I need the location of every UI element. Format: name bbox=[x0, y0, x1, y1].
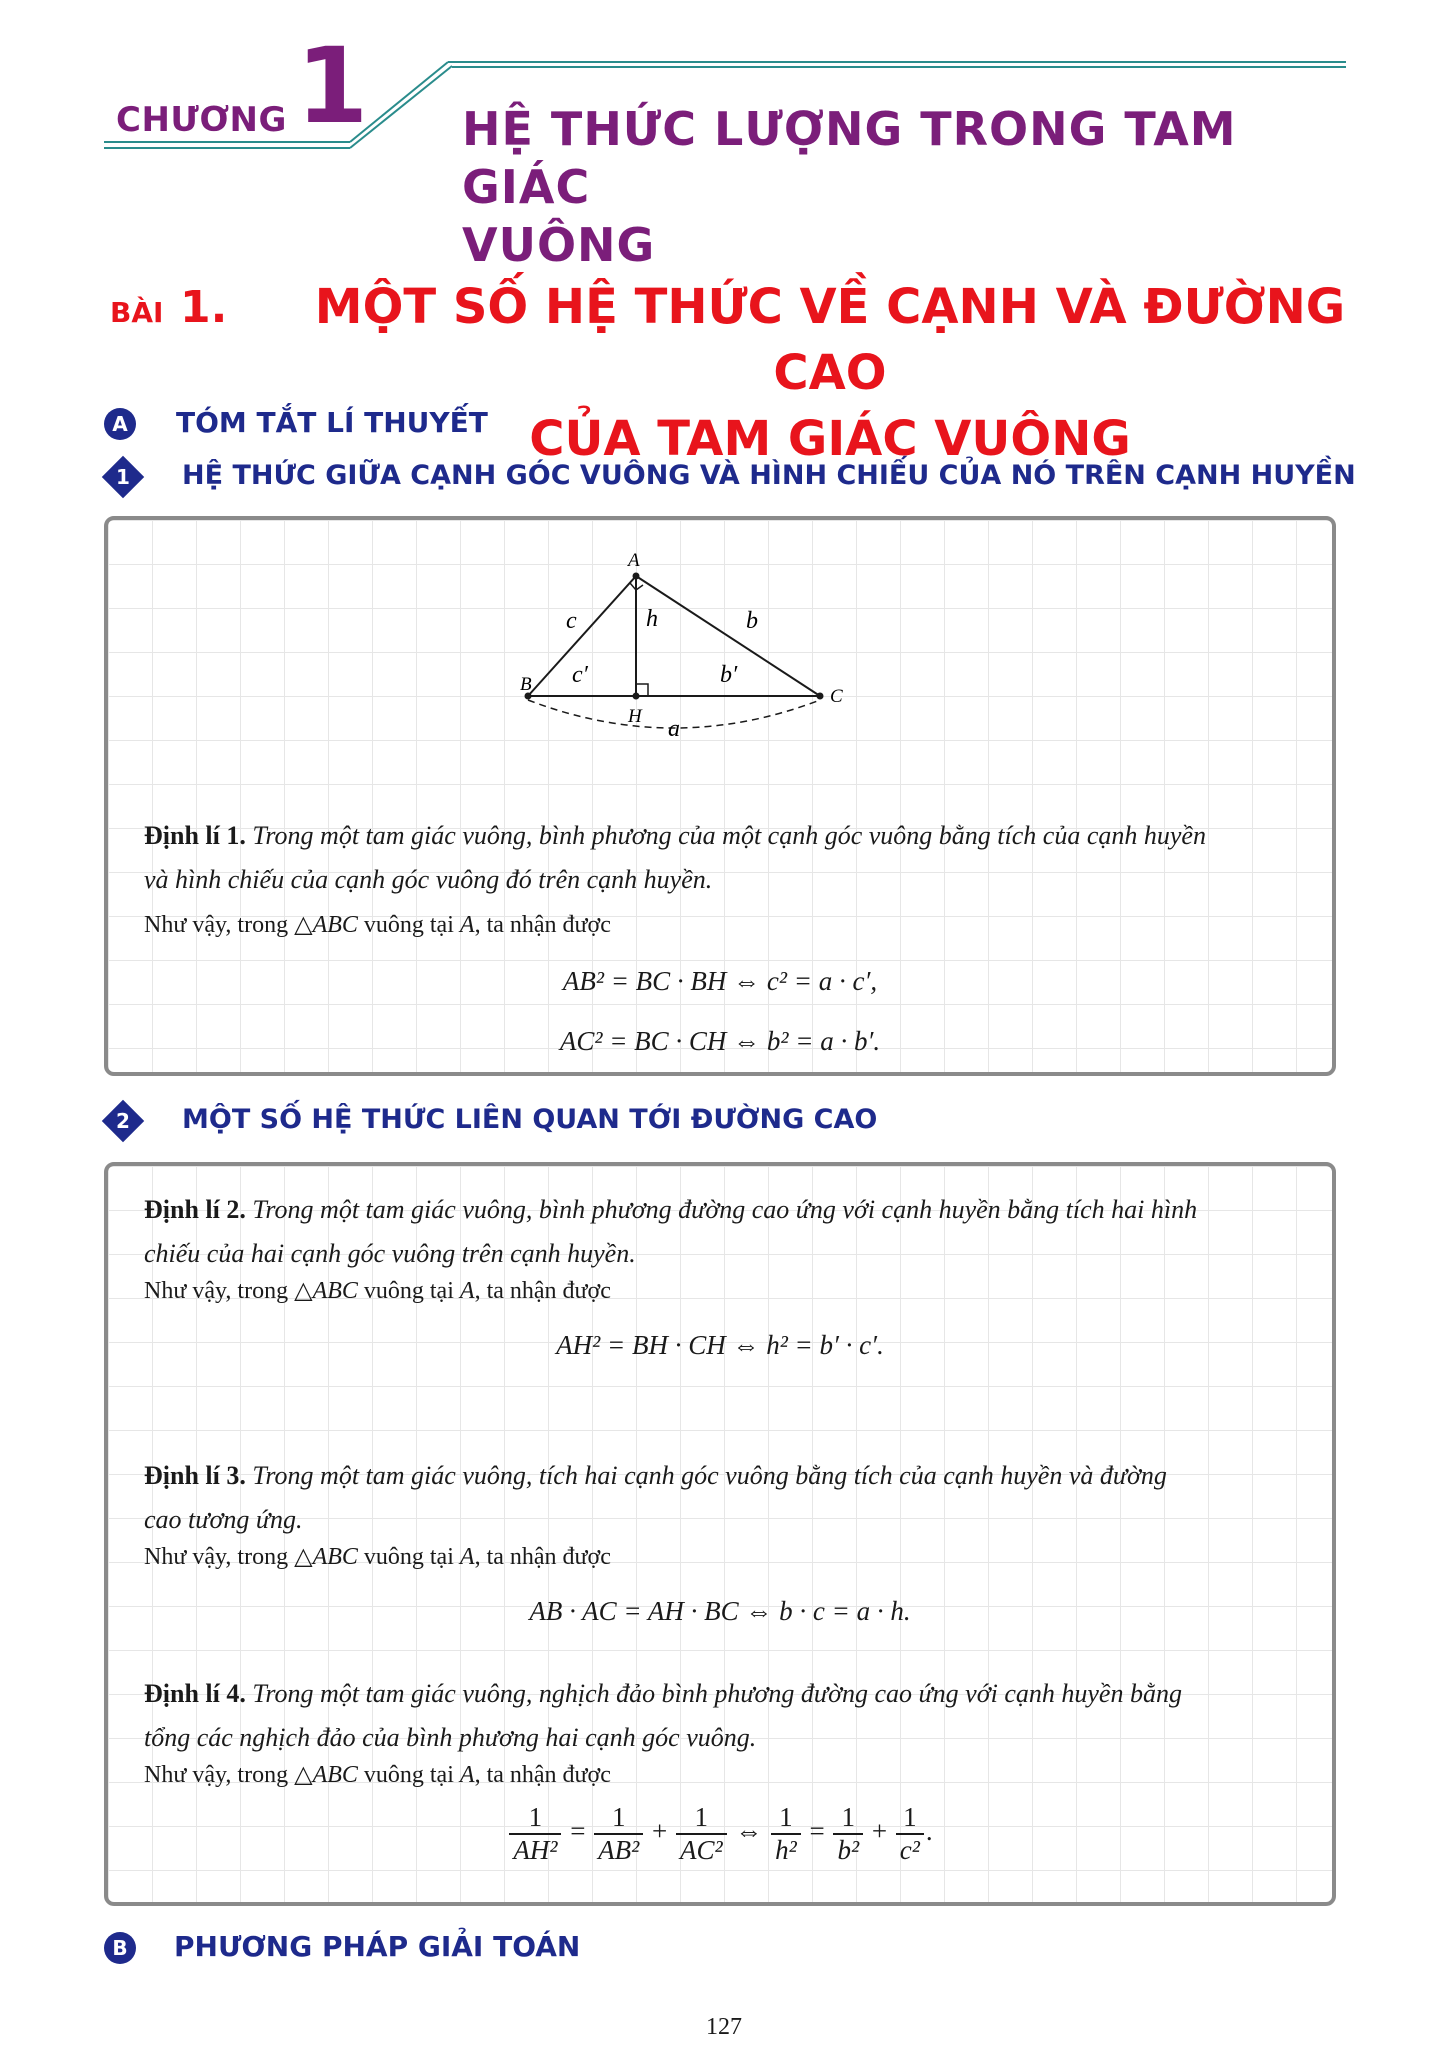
lesson-title-line2: CỦA TAM GIÁC VUÔNG bbox=[529, 411, 1131, 467]
intro-vertex: A bbox=[459, 1278, 475, 1304]
theorem-3-label: Định lí 3. bbox=[144, 1461, 246, 1490]
chapter-title-line1: HỆ THỨC LƯỢNG TRONG TAM GIÁC bbox=[462, 102, 1237, 214]
theorem-1-text-line2: và hình chiếu của cạnh góc vuông đó trên cạnh huyền. bbox=[144, 865, 713, 894]
formula-theorem-3: AB · AC = AH · BC ⇔ b · c = a · h. bbox=[529, 1596, 911, 1626]
theorem-1-text-line1: Trong một tam giác vuông, bình phương của một cạnh góc vuông bằng tích của cạnh huyền bbox=[252, 821, 1206, 850]
theorem-1 bbox=[144, 814, 1304, 902]
period: . bbox=[925, 1816, 933, 1847]
formula-2: AC² = BC · CH ⇔ b² = a · b′. bbox=[559, 1026, 881, 1056]
section-a-badge: A bbox=[104, 408, 136, 440]
chapter-number: 1 bbox=[296, 25, 369, 147]
lesson-title-line1: MỘT SỐ HỆ THỨC VỀ CẠNH VÀ ĐƯỜNG CAO bbox=[314, 279, 1346, 401]
formula-theorem-2: AH² = BH · CH ⇔ h² = b′ · c′. bbox=[556, 1330, 884, 1360]
equals-sign: = bbox=[570, 1816, 586, 1847]
plus-sign-2: + bbox=[871, 1816, 888, 1847]
theorem-3-line1: Trong một tam giác vuông, tích hai cạnh góc vuông bằng tích của cạnh huyền và đường bbox=[252, 1461, 1167, 1490]
label-b: b bbox=[746, 608, 758, 634]
frac-1-AC2: $\frac{1}{\text{AC²}}$ bbox=[676, 1802, 727, 1866]
sub1-number: 1 bbox=[116, 465, 130, 489]
intro-text-post: , ta nhận được bbox=[474, 912, 611, 938]
intro-text-mid: vuông tại bbox=[357, 1762, 460, 1788]
intro-triangle: ABC bbox=[312, 912, 358, 938]
intro-vertex: A bbox=[459, 1544, 475, 1570]
chapter-title bbox=[462, 100, 1362, 274]
chapter-label: CHƯƠNG bbox=[116, 100, 287, 140]
section-b-badge: B bbox=[104, 1932, 136, 1964]
page-number: 127 bbox=[706, 2014, 742, 2040]
iff-sign: ⇔ bbox=[735, 1816, 763, 1847]
theorem-2-label: Định lí 2. bbox=[144, 1195, 246, 1224]
label-B: B bbox=[520, 674, 532, 695]
intro-triangle: ABC bbox=[312, 1544, 358, 1570]
theorem-3-intro bbox=[144, 1542, 611, 1571]
frac-1-AH2: $\frac{1}{\text{AH²}}$ bbox=[509, 1802, 561, 1866]
equals-sign-2: = bbox=[809, 1816, 825, 1847]
lesson-label: BÀI bbox=[110, 296, 164, 329]
intro-text: Như vậy, trong △ bbox=[144, 912, 313, 938]
intro-text-mid: vuông tại bbox=[357, 912, 460, 938]
theorem-4 bbox=[144, 1672, 1304, 1760]
intro-text-post: , ta nhận được bbox=[474, 1544, 611, 1570]
theorem-box-2 bbox=[104, 1162, 1336, 1906]
intro-triangle: ABC bbox=[312, 1762, 358, 1788]
intro-text-mid: vuông tại bbox=[357, 1544, 460, 1570]
theorem-4-line1: Trong một tam giác vuông, nghịch đảo bình phương đường cao ứng với cạnh huyền bằng bbox=[252, 1679, 1182, 1708]
sub2-title: MỘT SỐ HỆ THỨC LIÊN QUAN TỚI ĐƯỜNG CAO bbox=[182, 1104, 878, 1135]
theorem-4-intro bbox=[144, 1760, 611, 1789]
lesson-number: 1. bbox=[180, 282, 228, 333]
sub2-number: 2 bbox=[116, 1109, 130, 1133]
theorem-2 bbox=[144, 1188, 1304, 1276]
right-triangle-figure bbox=[508, 542, 1068, 742]
theorem-4-line2: tổng các nghịch đảo của bình phương hai cạnh góc vuông. bbox=[144, 1723, 757, 1752]
intro-text-post: , ta nhận được bbox=[474, 1278, 611, 1304]
theorem-4-label: Định lí 4. bbox=[144, 1679, 246, 1708]
theorem-2-line2: chiếu của hai cạnh góc vuông trên cạnh huyền. bbox=[144, 1239, 636, 1268]
intro-text: Như vậy, trong △ bbox=[144, 1278, 313, 1304]
theorem-1-intro bbox=[144, 910, 611, 939]
theorem-2-line1: Trong một tam giác vuông, bình phương đường cao ứng với cạnh huyền bằng tích hai hình bbox=[252, 1195, 1198, 1224]
label-c: c bbox=[566, 608, 577, 634]
intro-triangle: ABC bbox=[312, 1278, 358, 1304]
theorem-box-1 bbox=[104, 516, 1336, 1076]
frac-1-h2: $\frac{1}{\text{h²}}$ bbox=[771, 1802, 801, 1866]
theorem-3-line2: cao tương ứng. bbox=[144, 1505, 303, 1534]
intro-text: Như vậy, trong △ bbox=[144, 1544, 313, 1570]
intro-vertex: A bbox=[459, 912, 475, 938]
intro-text: Như vậy, trong △ bbox=[144, 1762, 313, 1788]
frac-1-AB2: $\frac{1}{\text{AB²}}$ bbox=[594, 1802, 643, 1866]
label-h: h bbox=[646, 606, 658, 632]
frac-1-b2: $\frac{1}{\text{b²}}$ bbox=[833, 1802, 863, 1866]
theorem-1-label: Định lí 1. bbox=[144, 821, 246, 850]
intro-text-post: , ta nhận được bbox=[474, 1762, 611, 1788]
section-b-title: PHƯƠNG PHÁP GIẢI TOÁN bbox=[174, 1930, 581, 1963]
intro-text-mid: vuông tại bbox=[357, 1278, 460, 1304]
theorem-3 bbox=[144, 1454, 1304, 1542]
chapter-title-line2: VUÔNG bbox=[462, 218, 656, 272]
sub1-title: HỆ THỨC GIỮA CẠNH GÓC VUÔNG VÀ HÌNH CHIẾU CỦA NÓ TRÊN CẠNH HUYỀN bbox=[182, 460, 1356, 491]
lesson-title bbox=[300, 274, 1360, 472]
formula-1: AB² = BC · BH ⇔ c² = a · c′, bbox=[562, 966, 878, 996]
label-b-prime: b′ bbox=[720, 662, 738, 688]
formula-theorem-4 bbox=[108, 1802, 1332, 1866]
theorem-2-intro bbox=[144, 1276, 611, 1305]
plus-sign: + bbox=[652, 1816, 668, 1847]
intro-vertex: A bbox=[459, 1762, 475, 1788]
label-H: H bbox=[628, 706, 642, 727]
section-a-title: TÓM TẮT LÍ THUYẾT bbox=[176, 406, 488, 439]
label-A: A bbox=[628, 550, 640, 571]
frac-1-c2: $\frac{1}{\text{c²}}$ bbox=[896, 1802, 924, 1866]
label-a: a bbox=[668, 716, 680, 742]
label-c-prime: c′ bbox=[572, 662, 588, 688]
label-C: C bbox=[830, 686, 843, 707]
